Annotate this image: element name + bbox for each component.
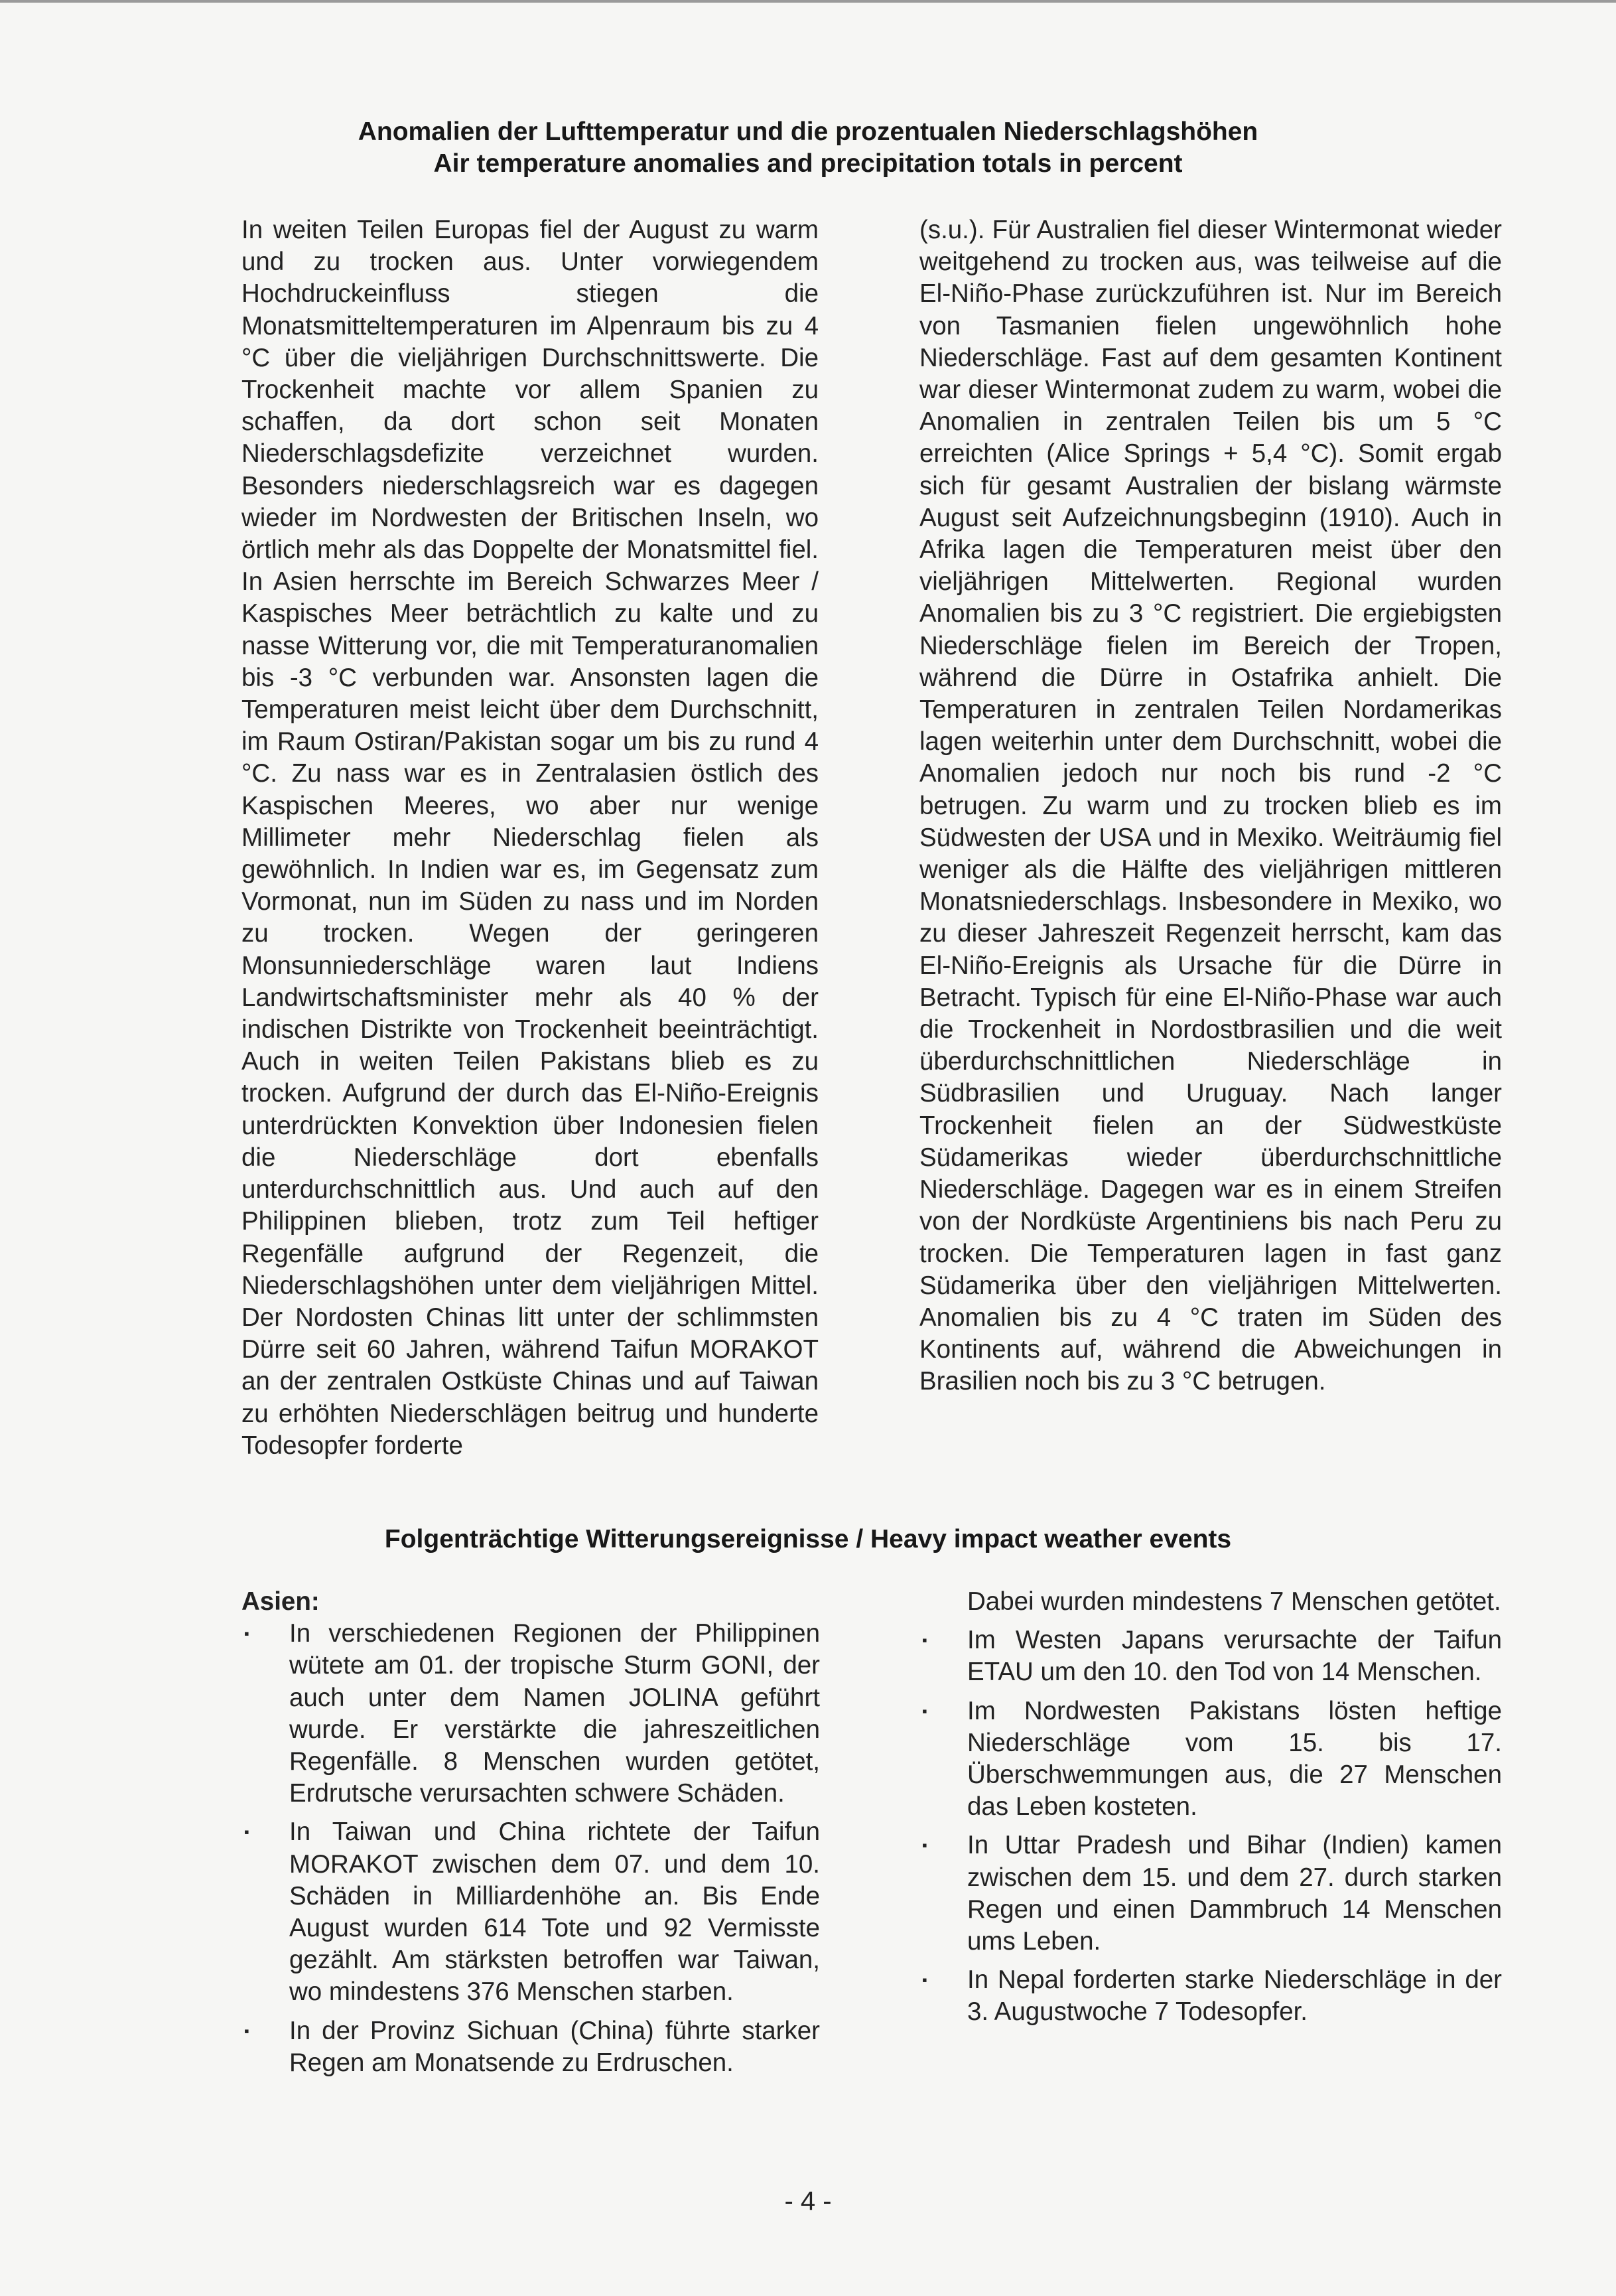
bullet-icon: ▪: [922, 1837, 927, 1854]
list-item: [241, 1618, 820, 1810]
events-column-left: [241, 1586, 820, 2086]
event-list-right: [919, 1624, 1502, 2028]
event-text: In Taiwan und China richtete der Taifun MORAKOT zwischen dem 07. und dem 10. Schäden in Milliardenhöhe an. Bis Ende August wurden 614 Tote und 92 Vermisste gezählt. Am stärksten betroffen war Taiwan, wo mindestens 376 Menschen starben.: [289, 1818, 820, 2007]
list-item: [919, 1964, 1502, 2028]
event-text: In Uttar Pradesh und Bihar (Indien) kamen zwischen dem 15. und dem 27. durch starken Regen und einen Dammbruch 14 Menschen ums Leben.: [967, 1831, 1502, 1956]
section-heading-weather-events: [0, 1524, 1616, 1555]
event-text: Im Westen Japans verursachte der Taifun ETAU um den 10. den Tod von 14 Menschen.: [967, 1626, 1502, 1687]
page-number: - 4 -: [784, 2187, 832, 2216]
text-column-left: [241, 214, 819, 1462]
bullet-icon: ▪: [922, 1972, 927, 1989]
heading-weather-events: Folgenträchtige Witterungsereignisse / Heavy impact weather events: [384, 1525, 1232, 1553]
heading-english: Air temperature anomalies and precipitation totals in percent: [433, 149, 1183, 178]
event-text: Im Nordwesten Pakistans lösten heftige Niederschläge vom 15. bis 17. Überschwemmungen aus, die 27 Menschen das Leben kosteten.: [967, 1696, 1502, 1822]
heading-german: Anomalien der Lufttemperatur und die prozentualen Niederschlagshöhen: [358, 117, 1258, 146]
bullet-icon: ▪: [244, 2022, 249, 2039]
event-text-continuation: Dabei wurden mindestens 7 Menschen getötet.: [967, 1587, 1501, 1616]
list-item: [919, 1830, 1502, 1958]
events-column-right: [919, 1586, 1502, 2035]
event-text: In der Provinz Sichuan (China) führte starker Regen am Monatsende zu Erdruschen.: [289, 2016, 820, 2077]
list-item: [919, 1624, 1502, 1688]
bullet-icon: ▪: [244, 1824, 249, 1841]
event-list-left: [241, 1618, 820, 2079]
region-label-asia: Asien:: [241, 1587, 320, 1616]
bullet-icon: ▪: [244, 1625, 249, 1642]
paragraph-europe-asia: In weiten Teilen Europas fiel der August zu warm und zu trocken aus. Unter vorwiegendem Hochdruckeinfluss stiegen die Monatsmitteltemperaturen im Alpenraum bis zu 4 °C über die vieljährigen Durchschnittswerte. Die Trockenheit machte vor allem Spanien zu schaffen, da dort schon seit Monaten Niederschlagsdefizite verzeichnet wurden. Besonders niederschlagsreich war es dagegen wieder im Nordwesten der Britischen Inseln, wo örtlich mehr als das Doppelte der Monatsmittel fiel. In Asien herrschte im Bereich Schwarzes Meer / Kaspisches Meer beträchtlich zu kalte und zu nasse Witterung vor, die mit Temperaturanomalien bis -3 °C verbunden war. Ansonsten lagen die Temperaturen meist leicht über dem Durchschnitt, im Raum Ostiran/Pakistan sogar um bis zu rund 4 °C. Zu nass war es in Zentralasien östlich des Kaspischen Meeres, wo aber nur wenige Millimeter mehr Niederschlag fielen als gewöhnlich. In Indien war es, im Gegensatz zum Vormonat, nun im Süden zu nass und im Norden zu trocken. Wegen der geringeren Monsunniederschläge waren laut Indiens Landwirtschaftsminister mehr als 40 % der indischen Distrikte von Trockenheit beeinträchtigt. Auch in weiten Teilen Pakistans blieb es zu trocken. Aufgrund der durch das El-Niño-Ereignis unterdrückten Konvektion über Indonesien fielen die Niederschläge dort ebenfalls unterdurchschnittlich aus. Und auch auf den Philippinen blieben, trotz zum Teil heftiger Regenfälle aufgrund der Regenzeit, die Niederschlagshöhen unter dem vieljährigen Mittel. Der Nordosten Chinas litt unter der schlimmsten Dürre seit 60 Jahren, während Taifun MORAKOT an der zentralen Ostküste Chinas und auf Taiwan zu erhöhten Niederschlägen beitrug und hunderte Todesopfer forderte: [241, 216, 819, 1460]
bullet-icon: ▪: [922, 1632, 927, 1649]
text-column-right: [919, 214, 1502, 1398]
section-heading-anomalies: [0, 116, 1616, 180]
list-item: [919, 1695, 1502, 1824]
list-item: [241, 2015, 820, 2079]
event-text: In verschiedenen Regionen der Philippinen wütete am 01. der tropische Sturm GONI, der auch unter dem Namen JOLINA geführt wurde. Er verstärkte die jahreszeitlichen Regenfälle. 8 Menschen wurden getötet, Erdrutsche verursachten schwere Schäden.: [289, 1619, 820, 1808]
list-item: [241, 1816, 820, 2008]
paragraph-australia-africa-americas: (s.u.). Für Australien fiel dieser Wintermonat wieder weitgehend zu trocken aus, was teilweise auf die El-Niño-Phase zurückzuführen ist. Nur im Bereich von Tasmanien fielen ungewöhnlich hohe Niederschläge. Fast auf dem gesamten Kontinent war dieser Wintermonat zudem zu warm, wobei die Anomalien in zentralen Teilen bis um 5 °C erreichten (Alice Springs + 5,4 °C). Somit ergab sich für gesamt Australien der bislang wärmste August seit Aufzeichnungsbeginn (1910). Auch in Afrika lagen die Temperaturen meist über den vieljährigen Mittelwerten. Regional wurden Anomalien bis zu 3 °C registriert. Die ergiebigsten Niederschläge fielen im Bereich der Tropen, während die Dürre in Ostafrika anhielt. Die Temperaturen in zentralen Teilen Nordamerikas lagen weiterhin unter dem Durchschnitt, wobei die Anomalien jedoch nur noch bis rund -2 °C betrugen. Zu warm und zu trocken blieb es im Südwesten der USA und in Mexiko. Weiträumig fiel weniger als die Hälfte des vieljährigen mittleren Monatsniederschlags. Insbesondere in Mexiko, wo zu dieser Jahreszeit Regenzeit herrscht, kam das El-Niño-Ereignis als Ursache für die Dürre in Betracht. Typisch für eine El-Niño-Phase war auch die Trockenheit in Nordostbrasilien und die weit überdurchschnittlichen Niederschläge in Südbrasilien und Uruguay. Nach langer Trockenheit fielen an der Südwestküste Südamerikas wieder überdurchschnittliche Niederschläge. Dagegen war es in einem Streifen von der Nordküste Argentiniens bis nach Peru zu trocken. Die Temperaturen lagen in fast ganz Südamerika über den vieljährigen Mittelwerten. Anomalien bis zu 4 °C traten im Süden des Kontinents auf, während die Abweichungen in Brasilien noch bis zu 3 °C betrugen.: [919, 216, 1502, 1396]
event-text: In Nepal forderten starke Niederschläge in der 3. Augustwoche 7 Todesopfer.: [967, 1966, 1502, 2027]
bullet-icon: ▪: [922, 1702, 927, 1719]
page-top-edge: [0, 0, 1616, 3]
